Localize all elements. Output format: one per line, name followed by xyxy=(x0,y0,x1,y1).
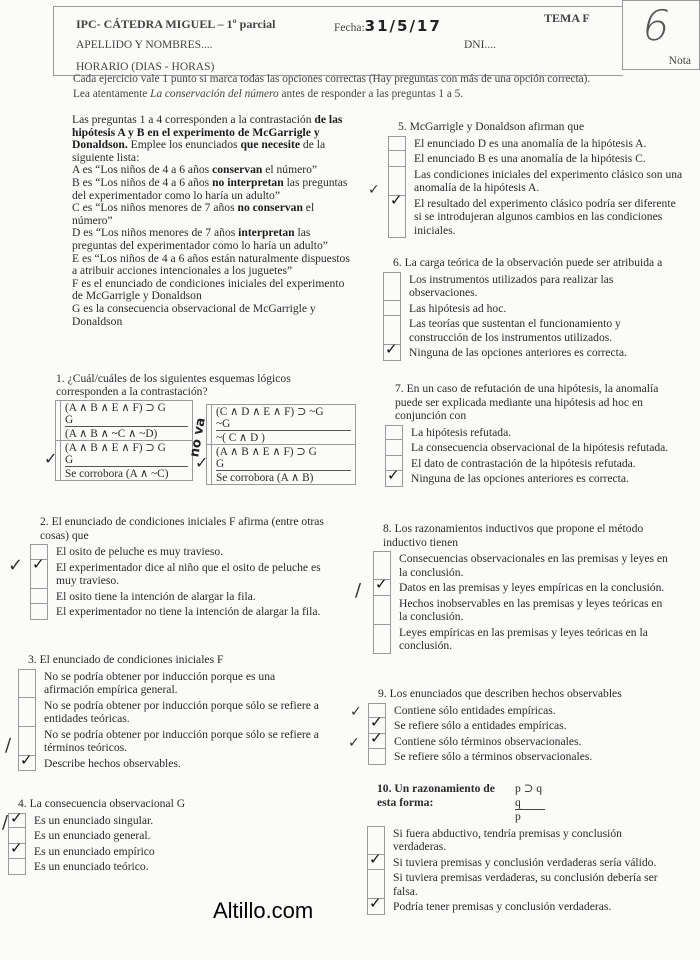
statement-5 xyxy=(72,253,352,278)
option-text: Es un enunciado teórico. xyxy=(34,860,149,873)
question-4 xyxy=(8,797,308,875)
question-3 xyxy=(18,653,328,771)
scheme-conclusion: (A ∧ B ∧ ~C ∧ ~D) xyxy=(65,428,158,440)
text: F es el enunciado de condiciones iniciales del experimento de McGarrigle y Donaldson xyxy=(72,276,345,303)
option-text: Las hipótesis ad hoc. xyxy=(409,301,507,315)
option-checkbox[interactable] xyxy=(30,554,48,589)
option-text: Los instrumentos utilizados para realizar las observaciones. xyxy=(409,272,614,299)
option-3[interactable] xyxy=(367,870,672,899)
question-stem-text: 10. Un razonamiento de esta forma: xyxy=(377,782,495,809)
question-stem: 3. El enunciado de condiciones iniciales F xyxy=(28,653,224,666)
text: C es “Los niños menores de 7 años xyxy=(72,201,238,215)
scheme-row xyxy=(207,405,356,445)
grade-value: 6 xyxy=(637,1,675,50)
option-text: Es un enunciado empírico xyxy=(34,844,155,858)
option-1[interactable] xyxy=(8,808,308,829)
scheme-premise: (A ∧ B ∧ E ∧ F) ⊃ G xyxy=(65,442,166,454)
option-3[interactable] xyxy=(373,596,673,625)
scheme-second-premise: ~G xyxy=(216,418,351,431)
grader-check-icon: ✓ xyxy=(348,735,360,751)
option-text: Hechos inobservables en las premisas y leyes teóricas en la conclusión. xyxy=(399,596,663,623)
formula-line: p xyxy=(515,810,521,823)
option-3[interactable] xyxy=(8,838,308,860)
option-4[interactable] xyxy=(30,604,340,620)
grader-check-icon: ✓ xyxy=(8,555,24,576)
scheme-checkbox[interactable] xyxy=(195,445,212,485)
option-checkbox[interactable] xyxy=(8,808,26,829)
text: las preguntas del experimentador como lo haría un adulto” xyxy=(72,175,348,202)
option-text: La hipótesis refutada. xyxy=(411,425,512,439)
option-3[interactable] xyxy=(30,589,340,605)
option-text: No se podría obtener por inducción porque sólo se refiere a entidades teóricas. xyxy=(44,698,319,725)
option-text: El resultado del experimento clásico podría ser diferente si se introdujeran algunos cambios en las condiciones iniciales. xyxy=(414,196,676,237)
option-checkbox[interactable] xyxy=(388,190,406,239)
question-10 xyxy=(367,782,672,915)
option-text: El enunciado B es una anomalía de la hipótesis C. xyxy=(414,152,646,165)
fecha-value: 31/5/17 xyxy=(364,17,442,35)
option-2[interactable] xyxy=(368,713,668,734)
scheme-checkbox[interactable] xyxy=(44,441,61,481)
statement-7 xyxy=(72,303,352,328)
statement-2 xyxy=(72,177,352,202)
text: E es “Los niños de 4 a 6 años están naturalmente dispuestos a atribuir acciones intencionales a los juguetes” xyxy=(72,251,350,278)
option-checkbox[interactable] xyxy=(373,596,391,625)
scheme-checkbox[interactable] xyxy=(56,401,61,441)
check-icon: ✓ xyxy=(369,894,382,912)
statement-4 xyxy=(72,227,352,252)
options-list xyxy=(373,551,673,654)
fecha-field xyxy=(334,17,442,35)
watermark: Altillo.com xyxy=(213,898,314,923)
scheme-second-premise: G xyxy=(65,454,188,467)
text: las preguntas del experimentador como lo haría un adulto” xyxy=(72,226,328,252)
option-text: El osito de peluche es muy travieso. xyxy=(56,545,224,558)
option-4[interactable] xyxy=(18,750,328,772)
bold-text: no interpretan xyxy=(212,175,284,189)
option-text: Ninguna de las opciones anteriores es correcta. xyxy=(409,346,627,359)
tema-label: TEMA F xyxy=(544,11,590,25)
check-icon: ✓ xyxy=(387,466,400,484)
fecha-label: Fecha: xyxy=(334,22,365,34)
question-7 xyxy=(385,382,670,487)
option-4[interactable] xyxy=(8,859,308,875)
option-2[interactable] xyxy=(383,301,663,317)
question-stem: 4. La consecuencia observacional G xyxy=(18,797,186,810)
option-checkbox[interactable] xyxy=(367,894,385,915)
option-checkbox[interactable] xyxy=(8,859,26,875)
check-icon: ✓ xyxy=(370,713,383,731)
option-checkbox[interactable] xyxy=(18,698,36,727)
option-4[interactable] xyxy=(373,625,673,654)
grader-check-icon: / xyxy=(355,580,362,601)
option-text: Ninguna de las opciones anteriores es correcta. xyxy=(411,472,629,485)
option-text: Leyes empíricas en las premisas y leyes teóricas en la conclusión. xyxy=(399,625,648,652)
question-stem xyxy=(377,782,672,824)
option-4[interactable] xyxy=(385,466,670,487)
option-checkbox[interactable] xyxy=(30,589,48,605)
option-text: Describe hechos observables. xyxy=(44,756,181,770)
scheme xyxy=(61,401,193,441)
scheme xyxy=(212,445,356,485)
check-icon: ✓ xyxy=(369,849,382,868)
formula-line: q xyxy=(515,796,545,811)
reading-title: La conservación del número xyxy=(150,88,279,100)
text: Emplee los enunciados xyxy=(127,138,241,152)
instructions-text: Lea atentamente xyxy=(73,88,151,100)
option-2[interactable] xyxy=(373,575,673,596)
option-text: El dato de contrastación de la hipótesis refutada. xyxy=(411,456,636,470)
option-1[interactable] xyxy=(368,703,668,719)
check-icon: ✓ xyxy=(375,575,388,593)
text: el número” xyxy=(72,201,315,227)
options-list xyxy=(367,826,672,915)
scheme-premise: (A ∧ B ∧ E ∧ F) ⊃ G xyxy=(65,402,166,414)
check-icon: ✓ xyxy=(385,340,398,358)
option-checkbox[interactable] xyxy=(8,838,26,860)
bold-text: que necesite xyxy=(240,138,301,152)
option-text: Se refiere sólo a términos observacionales. xyxy=(394,750,593,763)
option-4[interactable] xyxy=(383,340,663,361)
option-text: Las teorías que sustentan el funcionamiento y construcción de los instrumentos utilizados. xyxy=(409,317,621,344)
option-1[interactable] xyxy=(18,669,328,698)
option-3[interactable] xyxy=(383,316,663,345)
option-3[interactable] xyxy=(388,167,683,196)
option-2[interactable] xyxy=(367,849,672,871)
option-3[interactable] xyxy=(18,727,328,756)
options-list xyxy=(368,703,668,765)
option-4[interactable] xyxy=(367,894,672,915)
text: de la siguiente lista: xyxy=(72,138,326,164)
option-1[interactable] xyxy=(373,551,673,580)
exam-header xyxy=(53,6,623,76)
option-text: Contiene sólo términos observacionales. xyxy=(394,734,582,748)
option-checkbox[interactable] xyxy=(383,272,401,301)
option-text: Se refiere sólo a entidades empíricas. xyxy=(394,719,567,732)
option-text: El experimentador no tiene la intención de alargar la fila. xyxy=(56,605,321,618)
option-text: Es un enunciado general. xyxy=(34,829,151,842)
check-icon: ✓ xyxy=(370,728,383,747)
check-icon: ✓ xyxy=(20,750,33,769)
logic-form xyxy=(515,782,545,824)
option-text: Consecuencias observacionales en las premisas y leyes en la conclusión. xyxy=(399,552,668,579)
scheme xyxy=(212,405,356,445)
scheme-conclusion: Se corrobora (A ∧ ~C) xyxy=(65,468,169,480)
dni-label: DNI.... xyxy=(464,39,496,51)
question-stem: 8. Los razonamientos inductivos que propone el método inductivo tienen xyxy=(383,522,644,549)
check-icon: ✓ xyxy=(390,190,403,209)
question-8 xyxy=(373,522,673,654)
check-icon: ✓ xyxy=(32,554,45,573)
question-2 xyxy=(30,515,340,620)
question-stem: 6. La carga teórica de la observación puede ser atribuida a xyxy=(393,256,663,269)
option-text: Podría tener premisas y conclusión verdaderas. xyxy=(393,900,612,913)
options-list xyxy=(18,669,328,772)
option-text: Contiene sólo entidades empíricas. xyxy=(394,703,556,717)
option-text: El enunciado D es una anomalía de la hipótesis A. xyxy=(414,136,647,150)
option-text: Las condiciones iniciales del experimento clásico son una anomalía de la hipótesis A. xyxy=(414,167,683,194)
grade-box xyxy=(622,0,700,70)
bold-text: no conservan xyxy=(237,201,303,215)
option-checkbox[interactable] xyxy=(30,604,48,620)
option-checkbox[interactable] xyxy=(385,440,403,456)
question-stem: 7. En un caso de refutación de una hipótesis, la anomalía puede ser explicada mediante una hipótesis ad hoc en conjunción con xyxy=(395,382,659,422)
question-9 xyxy=(368,687,668,765)
question-stem: 5. McGarrigle y Donaldson afirman que xyxy=(398,120,585,133)
option-1[interactable] xyxy=(383,272,663,301)
question-1-stem: 1. ¿Cuál/cuáles de los siguientes esquemas lógicos corresponden a la contrastación? xyxy=(56,372,291,398)
check-icon: ✓ xyxy=(195,453,209,472)
option-2[interactable] xyxy=(388,151,683,167)
option-3[interactable] xyxy=(368,728,668,750)
statement-3 xyxy=(72,202,352,227)
option-text: Si fuera abductivo, tendría premisas y conclusión verdaderas. xyxy=(393,826,622,853)
text: el número” xyxy=(262,163,318,177)
option-checkbox[interactable] xyxy=(368,728,386,750)
text: A es “Los niños de 4 a 6 años xyxy=(72,163,213,177)
statement-list xyxy=(72,114,352,328)
option-checkbox[interactable] xyxy=(368,749,386,765)
handwritten-note: no va xyxy=(187,416,209,459)
option-text: No se podría obtener por inducción porque sólo se refiere a términos teóricos. xyxy=(44,727,319,754)
option-text: Si tuviera premisas verdaderas, su conclusión debería ser falsa. xyxy=(393,871,658,898)
scheme-premise: (A ∧ B ∧ E ∧ F) ⊃ G xyxy=(216,446,317,458)
scheme-row xyxy=(56,441,193,481)
apellido-label: APELLIDO Y NOMBRES.... xyxy=(76,39,213,51)
scheme-row xyxy=(56,401,193,441)
text: D es “Los niños menores de 7 años xyxy=(72,226,239,240)
scheme-conclusion: Se corrobora (A ∧ B) xyxy=(216,472,314,484)
instructions-line-2 xyxy=(73,88,463,100)
option-text: Es un enunciado singular. xyxy=(34,813,154,827)
options-list xyxy=(385,425,670,487)
option-checkbox[interactable] xyxy=(383,340,401,361)
option-checkbox[interactable] xyxy=(373,575,391,596)
option-checkbox[interactable] xyxy=(18,750,36,772)
bold-text: de las hipótesis A y B en el experimento de McGarrigle y Donaldson. xyxy=(72,113,343,152)
check-icon: ✓ xyxy=(10,838,23,857)
question-stem: 2. El enunciado de condiciones iniciales F afirma (entre otras cosas) que xyxy=(40,515,324,542)
option-checkbox[interactable] xyxy=(383,301,401,317)
option-text: El experimentador dice al niño que el osito de peluche es muy travieso. xyxy=(56,560,321,587)
option-text: El osito tiene la intención de alargar la fila. xyxy=(56,589,256,603)
option-checkbox[interactable] xyxy=(385,466,403,487)
option-text: La consecuencia observacional de la hipótesis refutada. xyxy=(411,441,669,454)
scheme-second-premise: G xyxy=(65,414,188,427)
option-2[interactable] xyxy=(18,698,328,727)
course-title: IPC- CÁTEDRA MIGUEL – 1º parcial xyxy=(76,17,276,31)
instructions-line-1: Cada ejercicio vale 1 punto si marca todas las opciones correctas (Hay preguntas con más de una opción correcta). xyxy=(73,73,591,85)
options-list xyxy=(383,272,663,361)
options-list xyxy=(388,136,683,239)
formula-line: p ⊃ q xyxy=(515,782,543,795)
option-text: No se podría obtener por inducción porque es una afirmación empírica general. xyxy=(44,669,276,696)
question-5 xyxy=(388,120,683,238)
options-list xyxy=(30,544,340,620)
option-2[interactable] xyxy=(30,554,340,589)
instructions-text: antes de responder a las preguntas 1 a 5. xyxy=(278,88,464,100)
scheme-conclusion: ~( C ∧ D ) xyxy=(216,432,265,444)
option-2[interactable] xyxy=(8,828,308,844)
bold-text: conservan xyxy=(212,163,263,177)
option-2[interactable] xyxy=(385,440,670,456)
option-4[interactable] xyxy=(388,190,683,239)
check-icon: ✓ xyxy=(44,449,58,468)
option-1[interactable] xyxy=(30,544,340,560)
grader-check-icon: ✓ xyxy=(350,704,362,720)
option-checkbox[interactable] xyxy=(367,849,385,871)
option-1[interactable] xyxy=(367,826,672,855)
scheme xyxy=(61,441,193,481)
grader-check-icon: ✓ xyxy=(368,182,380,198)
grader-check-icon: / xyxy=(2,812,9,833)
option-1[interactable] xyxy=(385,425,670,441)
bold-text: interpretan xyxy=(238,226,295,240)
question-stem: 9. Los enunciados que describen hechos observables xyxy=(378,687,622,700)
scheme-premise: (C ∧ D ∧ E ∧ F) ⊃ ~G xyxy=(216,406,324,418)
nota-label: Nota xyxy=(668,55,691,67)
option-checkbox[interactable] xyxy=(385,425,403,441)
text: B es “Los niños de 4 a 6 años xyxy=(72,175,213,189)
option-checkbox[interactable] xyxy=(373,625,391,654)
option-checkbox[interactable] xyxy=(18,669,36,698)
option-4[interactable] xyxy=(368,749,668,765)
grader-check-icon: / xyxy=(5,735,12,756)
horario-label: HORARIO (DIAS - HORAS) xyxy=(76,61,215,73)
option-3[interactable] xyxy=(385,456,670,472)
text: Las preguntas 1 a 4 corresponden a la contrastación xyxy=(72,113,315,126)
statement-0 xyxy=(72,114,352,164)
scheme-row xyxy=(207,445,356,485)
option-text: Datos en las premisas y leyes empíricas en la conclusión. xyxy=(399,581,665,594)
check-icon: ✓ xyxy=(10,808,23,827)
statement-6 xyxy=(72,278,352,303)
scheme-table-left xyxy=(44,400,193,481)
options-list xyxy=(8,808,308,875)
option-text: Si tuviera premisas y conclusión verdaderas sería válido. xyxy=(393,855,657,869)
scheme-second-premise: G xyxy=(216,458,351,471)
text: G es la consecuencia observacional de McGarrigle y Donaldson xyxy=(72,301,316,328)
option-checkbox[interactable] xyxy=(388,136,406,152)
option-checkbox[interactable] xyxy=(388,151,406,167)
option-1[interactable] xyxy=(388,136,683,152)
question-6 xyxy=(383,256,663,361)
